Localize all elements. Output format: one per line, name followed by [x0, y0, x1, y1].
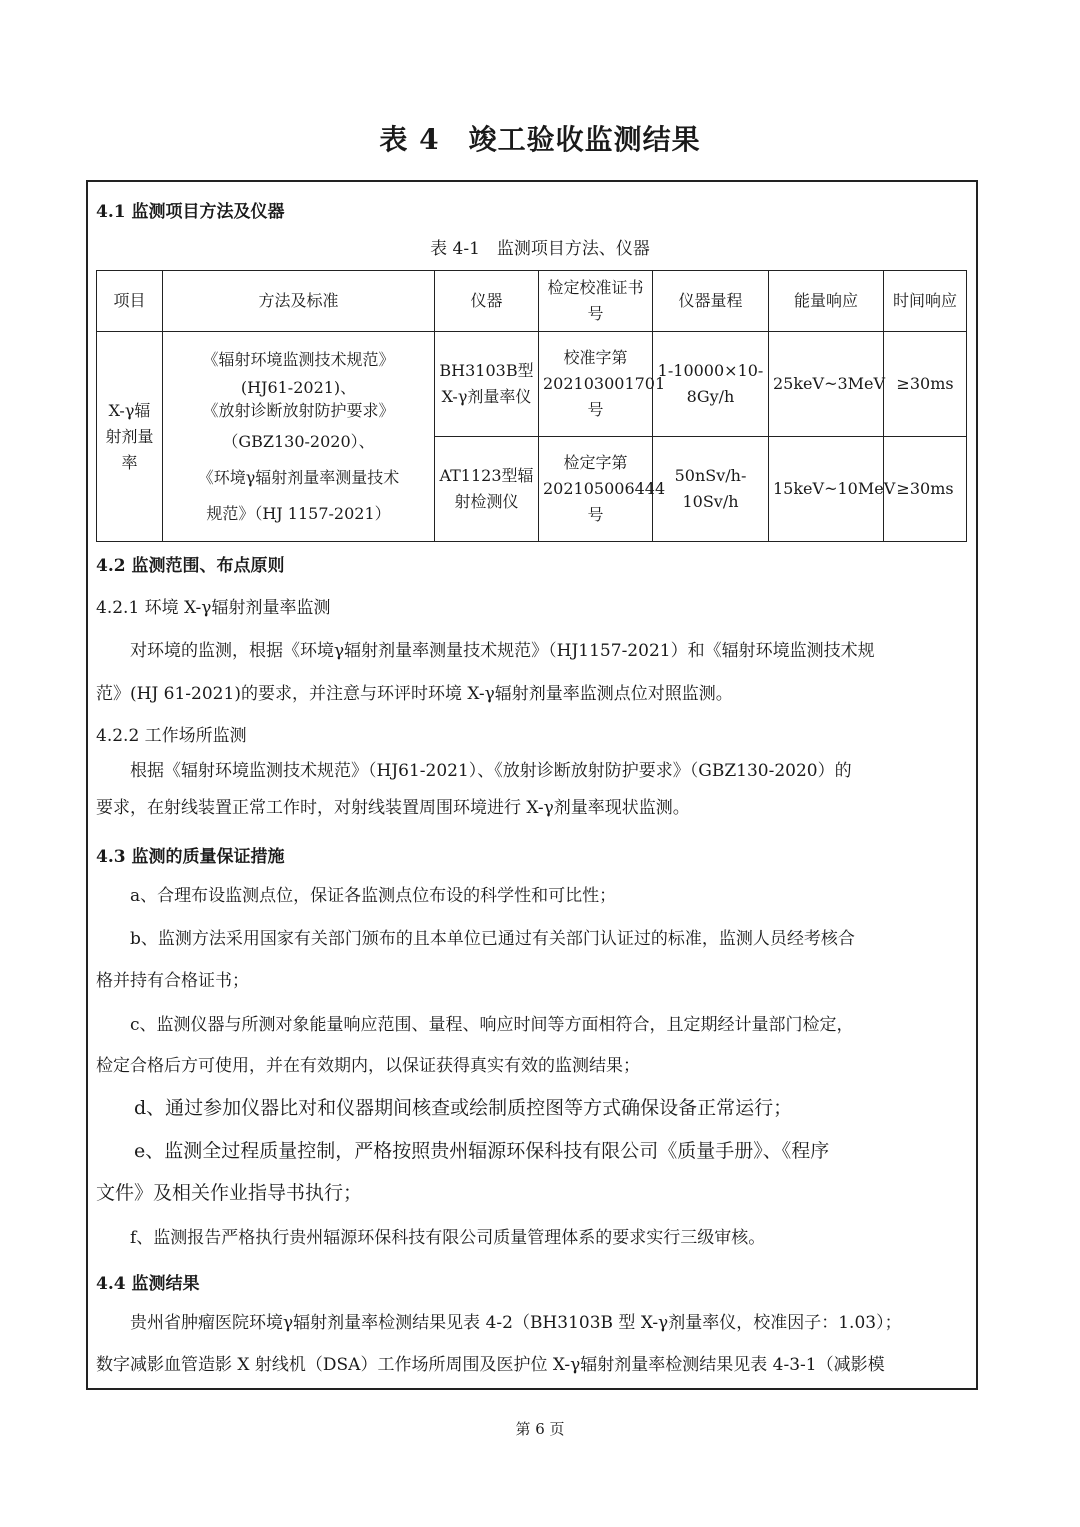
page-number: 第 6 页	[515, 1420, 565, 1438]
header-energy: 能量响应	[769, 271, 884, 332]
time-cell: ≥30ms	[884, 332, 967, 437]
header-method: 方法及标准	[163, 271, 435, 332]
table-row	[97, 332, 967, 437]
instrument-cell: AT1123型辐射检测仪	[435, 437, 539, 542]
instrument-table	[96, 270, 967, 542]
header-time: 时间响应	[884, 271, 967, 332]
item-cell: X-γ辐射剂量率	[97, 332, 163, 542]
header-range: 仪器量程	[653, 271, 769, 332]
range-cell: 50nSv/h-10Sv/h	[653, 437, 769, 542]
paragraph-line: 对环境的监测，根据《环境γ辐射剂量率测量技术规范》（HJ1157-2021）和《辐射环境监测技术规	[96, 641, 875, 661]
paragraph-line: 范》(HJ 61-2021)的要求，并注意与环评时环境 X-γ辐射剂量率监测点位对照监测。	[96, 684, 733, 704]
paragraph-line: 根据《辐射环境监测技术规范》（HJ61-2021）、《放射诊断放射防护要求》（GBZ130-2020）的	[96, 761, 852, 781]
instrument-cell: BH3103B型 X-γ剂量率仪	[435, 332, 539, 437]
method-line: 《辐射环境监测技术规范》	[202, 349, 395, 369]
cert-cell: 检定字第202105006444 号	[539, 437, 653, 542]
header-item: 项目	[97, 271, 163, 332]
energy-cell: 15keV~10MeV	[769, 437, 884, 542]
energy-cell: 25keV~3MeV	[769, 332, 884, 437]
page-title: 表 4 竣工验收监测结果	[379, 123, 701, 156]
qa-item-a: a、合理布设监测点位，保证各监测点位布设的科学性和可比性；	[96, 886, 617, 906]
subsection-4-2-1: 4.2.1 环境 X-γ辐射剂量率监测	[96, 598, 331, 618]
time-cell: ≥30ms	[884, 437, 967, 542]
cert-cell: 校准字第202103001701 号	[539, 332, 653, 437]
result-line: 数字减影血管造影 X 射线机（DSA）工作场所周围及医护位 X-γ辐射剂量率检测结果见表 4-3-1（减影模	[96, 1355, 885, 1375]
table-header-row	[97, 271, 967, 332]
result-line: 贵州省肿瘤医院环境γ辐射剂量率检测结果见表 4-2（BH3103B 型 X-γ剂量率仪，校准因子：1.03）；	[96, 1313, 902, 1333]
section-4-2-heading: 4.2 监测范围、布点原则	[96, 556, 285, 576]
qa-item-e: e、监测全过程质量控制，严格按照贵州辐源环保科技有限公司《质量手册》、《程序	[96, 1140, 830, 1162]
qa-item-e-cont: 文件》及相关作业指导书执行；	[96, 1182, 363, 1204]
method-cell	[163, 332, 435, 542]
qa-item-c: c、监测仪器与所测对象能量响应范围、量程、响应时间等方面相符合，且定期经计量部门检定，	[96, 1015, 854, 1035]
section-4-1-heading: 4.1 监测项目方法及仪器	[96, 202, 285, 222]
section-4-4-heading: 4.4 监测结果	[96, 1274, 200, 1294]
header-cert: 检定校准证书号	[539, 271, 653, 332]
table-caption: 表 4-1 监测项目方法、仪器	[430, 239, 650, 259]
qa-item-d: d、通过参加仪器比对和仪器期间核查或绘制质控图等方式确保设备正常运行；	[96, 1097, 793, 1119]
qa-item-b-cont: 格并持有合格证书；	[96, 971, 249, 991]
method-line: (HJ61-2021)、	[240, 377, 357, 397]
method-line: 《环境γ辐射剂量率测量技术	[197, 467, 400, 487]
qa-item-b: b、监测方法采用国家有关部门颁布的且本单位已通过有关部门认证过的标准，监测人员经考核合	[96, 929, 855, 949]
qa-item-c-cont: 检定合格后方可使用，并在有效期内，以保证获得真实有效的监测结果；	[96, 1056, 640, 1076]
subsection-4-2-2: 4.2.2 工作场所监测	[96, 726, 247, 746]
method-line: （GBZ130-2020）、	[222, 431, 375, 451]
method-line: 规范》（HJ 1157-2021）	[206, 503, 391, 523]
paragraph-line: 要求，在射线装置正常工作时，对射线装置周围环境进行 X-γ剂量率现状监测。	[96, 798, 690, 818]
section-4-3-heading: 4.3 监测的质量保证措施	[96, 847, 285, 867]
header-instrument: 仪器	[435, 271, 539, 332]
range-cell: 1-10000×10-8Gy/h	[653, 332, 769, 437]
qa-item-f: f、监测报告严格执行贵州辐源环保科技有限公司质量管理体系的要求实行三级审核。	[96, 1228, 766, 1248]
method-line: 《放射诊断放射防护要求》	[202, 400, 395, 420]
